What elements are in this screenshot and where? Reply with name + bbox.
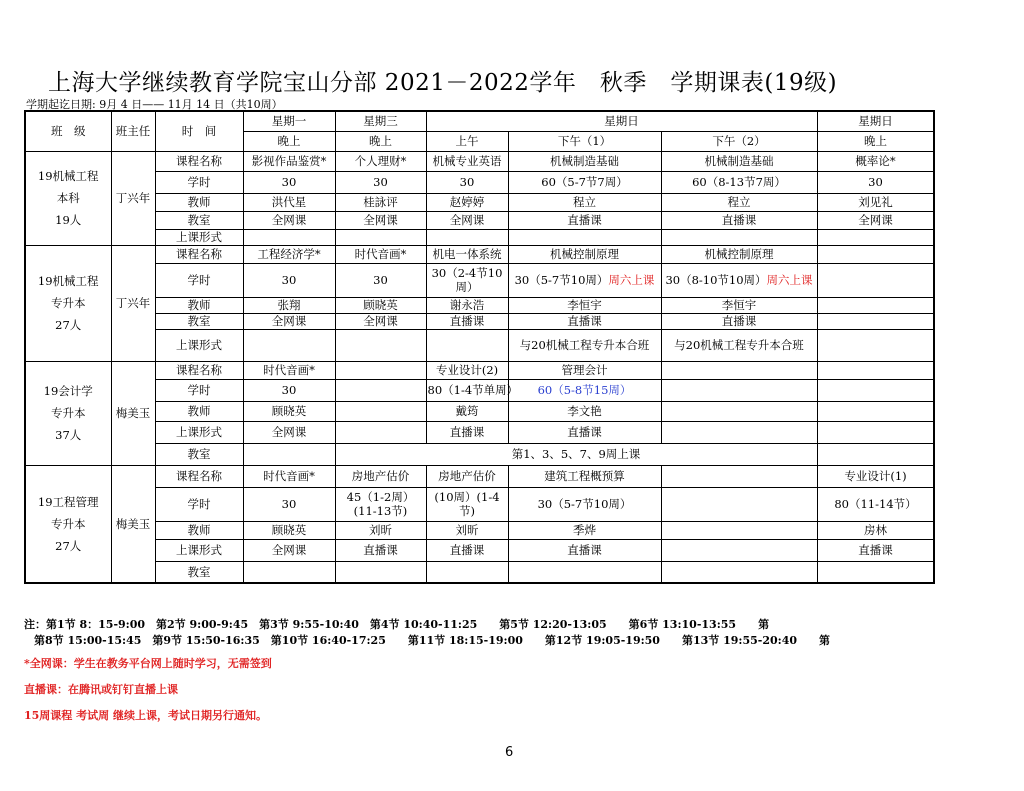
mode-value: 直播课: [449, 425, 485, 439]
course-cell: [243, 361, 335, 379]
mode-cell: [335, 229, 426, 245]
hours-cell: [243, 171, 335, 193]
course-value: 机械控制原理: [704, 247, 774, 261]
hours-cell: [335, 379, 426, 401]
course-cell: [335, 361, 426, 379]
course-cell: [243, 245, 335, 263]
hours-value: 45（1-2周）(11-13节): [346, 490, 415, 518]
header-mon: 星期一: [243, 111, 335, 131]
mode-cell: [661, 329, 817, 361]
hours-cell: [426, 171, 508, 193]
class-name: [25, 151, 111, 245]
hours-cell: [335, 487, 426, 521]
header-advisor: 班主任: [111, 111, 155, 151]
course-cell: [508, 361, 661, 379]
room-value: 全网课: [271, 314, 307, 328]
period-times-2: 第8节 15:00-15:45 第9节 15:50-16:35 第10节 16:40-17:25 第11节 18:15-19:00 第12节 19:05-19:50 第13节 19:55-20:40 第: [34, 634, 831, 647]
class-line: 19机械工程: [37, 169, 99, 183]
teacher-value: 顾晓英: [271, 404, 307, 418]
teacher-value: 桂詠评: [363, 195, 398, 209]
row-label-course: 课程名称: [155, 151, 243, 171]
teacher-cell: [661, 193, 817, 211]
hours-cell: [243, 379, 335, 401]
hours-value: 30（8-10节10周）: [665, 273, 767, 287]
cell: [243, 443, 335, 465]
mode-cell: [661, 421, 817, 443]
advisor: 丁兴年: [111, 245, 155, 361]
course-cell: [243, 465, 335, 487]
row-label-hours: 学时: [155, 379, 243, 401]
course-value: 机械制造基础: [550, 154, 619, 168]
row-label-mode: 上课形式: [155, 539, 243, 561]
hours-value: 30: [373, 175, 388, 189]
course-cell: [817, 465, 934, 487]
hours-cell: [817, 171, 934, 193]
teacher-cell: [817, 297, 934, 313]
course-cell: [508, 465, 661, 487]
teacher-cell: [426, 193, 508, 211]
page-number: 6: [505, 745, 514, 760]
page-title: 上海大学继续教育学院宝山分部 2021－2022学年 秋季 学期课表(19级): [48, 70, 838, 96]
mode-cell: [661, 229, 817, 245]
teacher-cell: [661, 297, 817, 313]
advisor: 梅美玉: [111, 361, 155, 465]
row-label-mode: 上课形式: [155, 421, 243, 443]
hours-value: (10周）(1-4节): [434, 490, 500, 518]
period-times-1: 注：第1节 8：15-9:00 第2节 9:00-9:45 第3节 9:55-10:40 第4节 10:40-11:25 第5节 12:20-13:05 第6节 13:10-13:55 第: [24, 618, 770, 631]
teacher-cell: [661, 401, 817, 421]
class-line: 专升本: [51, 406, 86, 420]
course-value: 影视作品鉴赏*: [251, 154, 327, 168]
mode-value: 与20机械工程专升本合班: [519, 338, 650, 352]
mode-cell: [817, 539, 934, 561]
teacher-value: 顾晓英: [271, 523, 307, 537]
room-value: 直播课: [567, 314, 602, 328]
mode-cell: [243, 421, 335, 443]
header-sun2: 星期日: [817, 111, 934, 131]
header-class: 班 级: [25, 111, 111, 151]
course-cell: [661, 245, 817, 263]
hours-cell: [426, 379, 519, 401]
row-label-room: 教室: [155, 211, 243, 229]
room-cell: [661, 313, 817, 329]
room-value: 全网课: [271, 213, 307, 227]
teacher-cell: [243, 401, 335, 421]
teacher-cell: [335, 521, 426, 539]
schedule-table: [24, 110, 935, 584]
mode-cell: [661, 539, 817, 561]
course-value: 房地产估价: [351, 469, 410, 483]
row-label-mode: 上课形式: [155, 329, 243, 361]
row-label-teacher: 教师: [155, 193, 243, 211]
teacher-value: 房林: [864, 523, 887, 537]
course-value: 专业设计(2): [435, 363, 499, 377]
row-label-course: 课程名称: [155, 245, 243, 263]
mode-cell: [817, 229, 934, 245]
course-cell: [426, 151, 508, 171]
teacher-cell: [817, 193, 934, 211]
class-line: 19人: [55, 213, 82, 227]
row-label-course: 课程名称: [155, 361, 243, 379]
room-value: 全网课: [363, 314, 398, 328]
mode-cell: [243, 229, 335, 245]
teacher-value: 洪代星: [271, 195, 307, 209]
hours-value: 30（5-7节10周）: [537, 497, 632, 511]
room-value: 直播课: [721, 213, 757, 227]
mode-cell: [426, 539, 508, 561]
room-cell: [817, 313, 934, 329]
teacher-cell: [243, 297, 335, 313]
room-value: 直播课: [721, 314, 757, 328]
course-value: 工程经济学*: [257, 247, 321, 261]
hours-cell: [817, 263, 934, 297]
hours-value: 30（5-7节10周）: [514, 273, 609, 287]
hours-cell: [661, 171, 817, 193]
header-sun: 星期日: [426, 111, 817, 131]
mode-value: 直播课: [363, 543, 398, 557]
class-line: 专升本: [51, 516, 86, 531]
room-cell: [335, 211, 426, 229]
course-cell: [243, 151, 335, 171]
room-cell: [661, 211, 817, 229]
class-line: 19工程管理: [37, 494, 99, 509]
teacher-value: 顾晓英: [363, 298, 398, 312]
header-evening: 晚上: [243, 131, 335, 151]
course-cell: [426, 465, 508, 487]
room-cell: [508, 561, 661, 583]
term-dates: 学期起讫日期: 9月 4 日—— 11月 14 日（共10周）: [26, 98, 283, 111]
room-cell: [426, 561, 508, 583]
room-cell: [243, 211, 335, 229]
hours-cell: [426, 263, 508, 297]
mode-cell: [508, 229, 661, 245]
mode-cell: [243, 329, 335, 361]
class-name: [25, 245, 111, 361]
class-line: 19会计学: [43, 384, 93, 398]
course-cell: [508, 245, 661, 263]
teacher-cell: [335, 193, 426, 211]
hours-value: 30: [373, 273, 388, 287]
mode-value: 直播课: [567, 425, 602, 439]
class-line: 本科: [56, 191, 80, 205]
teacher-value: 程立: [727, 195, 751, 209]
note-exam: 15周课程 考试周 继续上课，考试日期另行通知。: [24, 709, 267, 722]
course-value: 房地产估价: [438, 469, 496, 483]
course-cell: [426, 361, 508, 379]
hours-value: 60（5-8节15周）: [537, 383, 632, 397]
hours-cell: [508, 171, 661, 193]
mode-value: 直播课: [858, 543, 893, 557]
hours-value: 80（1-4节单周）: [427, 383, 519, 397]
header-pm2: 下午（2）: [661, 131, 817, 151]
header-evening: 晚上: [335, 131, 426, 151]
teacher-value: 季烨: [573, 523, 596, 537]
hours-cell: [817, 379, 934, 401]
room-value: 全网课: [858, 213, 893, 227]
class-name: [25, 465, 111, 583]
teacher-cell: [243, 521, 335, 539]
hours-cell: [426, 487, 508, 521]
hours-value: 30: [281, 273, 297, 287]
teacher-value: 李文艳: [567, 404, 602, 418]
room-value: 全网课: [449, 213, 485, 227]
room-cell: [335, 313, 426, 329]
hours-value: 80（11-14节）: [834, 497, 917, 511]
note-live: 直播课：在腾讯或钉钉直播上课: [24, 683, 178, 696]
course-cell: [661, 361, 817, 379]
class-line: 37人: [55, 428, 82, 442]
mode-value: 与20机械工程专升本合班: [674, 338, 804, 352]
mode-value: 直播课: [449, 543, 485, 557]
saturday-note: 周六上课: [608, 273, 655, 287]
room-value: 直播课: [567, 213, 602, 227]
room-cell: [243, 313, 335, 329]
course-cell: [335, 245, 426, 263]
mode-cell: [426, 421, 508, 443]
course-value: 个人理财*: [354, 154, 407, 168]
teacher-cell: [335, 297, 426, 313]
course-cell: [817, 361, 934, 379]
mode-value: 全网课: [271, 425, 307, 439]
teacher-cell: [817, 401, 934, 421]
teacher-value: 程立: [573, 195, 596, 209]
room-cell: [426, 211, 508, 229]
course-value: 时代音画*: [263, 363, 315, 377]
header-time: 时 间: [155, 111, 243, 151]
mode-cell: [508, 329, 661, 361]
teacher-cell: [817, 521, 934, 539]
hours-value: 30: [281, 383, 297, 397]
advisor: 梅美玉: [111, 465, 155, 583]
mode-cell: [817, 421, 934, 443]
header-pm1: 下午（1）: [508, 131, 661, 151]
course-cell: [426, 245, 508, 263]
row-label-teacher: 教师: [155, 297, 243, 313]
course-cell: [508, 151, 661, 171]
header-evening: 晚上: [817, 131, 934, 151]
row-label-hours: 学时: [155, 263, 243, 297]
class-name: [25, 361, 111, 465]
hours-value: 30: [281, 175, 297, 189]
teacher-value: 谢永浩: [449, 298, 485, 312]
hours-cell: [661, 379, 817, 401]
mode-cell: [335, 329, 426, 361]
course-value: 机电一体系统: [432, 247, 502, 261]
teacher-value: 刘昕: [369, 523, 392, 537]
mode-cell: [426, 229, 508, 245]
mode-cell: [508, 421, 661, 443]
mode-cell: [335, 421, 426, 443]
mode-cell: [508, 539, 661, 561]
course-cell: [817, 245, 934, 263]
hours-cell: [508, 487, 661, 521]
course-cell: [817, 151, 934, 171]
mode-cell: [335, 539, 426, 561]
mode-cell: [817, 329, 934, 361]
notes: [24, 617, 830, 727]
row-label-room: 教室: [155, 561, 243, 583]
hours-value: 30: [459, 175, 475, 189]
teacher-value: 刘见礼: [858, 195, 893, 209]
teacher-value: 刘昕: [455, 523, 479, 537]
teacher-cell: [508, 401, 661, 421]
class-line: 专升本: [51, 296, 86, 310]
teacher-value: 赵婷婷: [449, 195, 485, 209]
row-label-mode: 上课形式: [155, 229, 243, 245]
saturday-note: 周六上课: [766, 273, 813, 287]
hours-value: 30（2-4节10周）: [431, 266, 503, 294]
row-label-teacher: 教师: [155, 401, 243, 421]
hours-cell: [335, 263, 426, 297]
header-wed: 星期三: [335, 111, 426, 131]
mode-cell: [243, 539, 335, 561]
row-label-hours: 学时: [155, 487, 243, 521]
advisor: 丁兴年: [111, 151, 155, 245]
row-label-teacher: 教师: [155, 521, 243, 539]
teacher-cell: [243, 193, 335, 211]
hours-value: 60（8-13节7周）: [692, 175, 786, 189]
course-cell: [661, 465, 817, 487]
class-line: 27人: [55, 538, 82, 553]
teacher-value: 李恒宇: [721, 298, 757, 312]
cell: [817, 443, 934, 465]
course-value: 时代音画*: [263, 469, 315, 483]
course-value: 建筑工程概预算: [544, 469, 625, 483]
row-label-hours: 学时: [155, 171, 243, 193]
teacher-cell: [426, 401, 508, 421]
hours-cell: [243, 487, 335, 521]
teacher-cell: [426, 521, 508, 539]
course-value: 时代音画*: [354, 247, 407, 261]
hours-cell: [661, 263, 817, 297]
course-value: 专业设计(1): [844, 469, 907, 483]
hours-cell: [817, 487, 934, 521]
room-cell: [817, 561, 934, 583]
hours-value: 60（5-7节7周）: [541, 175, 628, 189]
hours-value: 30: [868, 175, 883, 189]
hours-cell: [335, 171, 426, 193]
teacher-cell: [508, 521, 661, 539]
course-value: 机械制造基础: [704, 154, 774, 168]
course-cell: [335, 151, 426, 171]
room-cell: [335, 561, 426, 583]
note-online: *全网课：学生在教务平台网上随时学习，无需签到: [24, 657, 272, 670]
class-line: 19机械工程: [37, 274, 99, 288]
room-cell: [508, 211, 661, 229]
teacher-value: 李恒宇: [567, 298, 602, 312]
course-value: 机械专业英语: [432, 154, 502, 168]
course-cell: [335, 465, 426, 487]
teacher-value: 张翔: [277, 298, 301, 312]
mode-value: 全网课: [271, 543, 307, 557]
course-value: 机械控制原理: [550, 247, 619, 261]
header-morning: 上午: [426, 131, 508, 151]
room-value: 直播课: [449, 314, 485, 328]
row-label-room: 教室: [155, 443, 243, 465]
mode-value: 直播课: [567, 543, 602, 557]
row-label-room: 教室: [155, 313, 243, 329]
teacher-cell: [426, 297, 508, 313]
teacher-cell: [508, 297, 661, 313]
room-cell: [243, 561, 335, 583]
teacher-cell: [661, 521, 817, 539]
course-value: 管理会计: [561, 363, 608, 377]
teacher-cell: [335, 401, 426, 421]
room-cell: [661, 561, 817, 583]
mode-cell: [426, 329, 508, 361]
class-line: 27人: [55, 318, 82, 332]
teacher-cell: [508, 193, 661, 211]
hours-cell: [508, 263, 661, 297]
row-label-course: 课程名称: [155, 465, 243, 487]
course-cell: [661, 151, 817, 171]
hours-cell: [508, 379, 661, 401]
room-cell: [508, 313, 661, 329]
hours-cell: [661, 487, 817, 521]
room-note: 第1、3、5、7、9周上课: [335, 443, 817, 465]
course-value: 概率论*: [855, 154, 896, 168]
teacher-value: 戴筠: [455, 404, 479, 418]
room-value: 全网课: [363, 213, 398, 227]
room-cell: [426, 313, 508, 329]
hours-value: 30: [281, 497, 297, 511]
room-cell: [817, 211, 934, 229]
hours-cell: [243, 263, 335, 297]
